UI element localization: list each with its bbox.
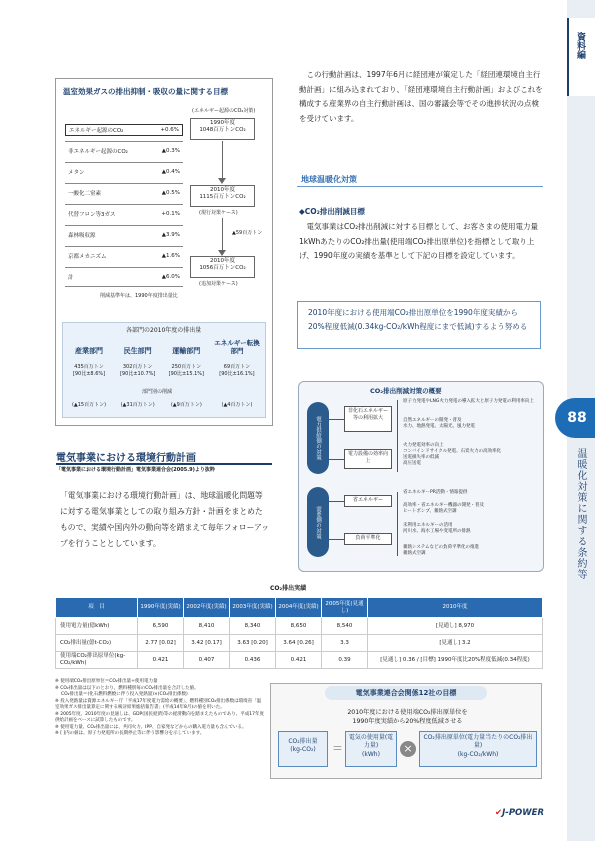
warming-body: 電気事業はCO₂排出削減に対する目標として、お客さまの使用電力量1kWhあたりのCO₂排出量(使用端CO₂排出原単位)を指標として取り上げ、1990年度の実績を基準として下記の目標を設定しています。 bbox=[299, 222, 538, 261]
warming-heading: 地球温暖化対策 bbox=[301, 175, 357, 184]
gas-row: メタン ▲0.4% bbox=[68, 169, 180, 176]
base-note: 削減基準年は、1990年度排出量比 bbox=[100, 293, 178, 299]
measure-leveling: 負荷平準化 bbox=[344, 533, 392, 545]
table-header-row: 項 目 1990年度(実績) 2002年度(実績) 2003年度(実績) 2004年度(実績) 2005年度(見通し) 2010年度 bbox=[56, 598, 543, 618]
formula-power-usage: 電気の使用量(電力量) (kWh) bbox=[345, 731, 397, 767]
flow-box-2010-current: 2010年度 1115百万トンCO₂ bbox=[190, 185, 255, 207]
detail-item: 高効率・省エネルギー機器の開発・普及 ヒートポンプ、蓄熱式空調 bbox=[403, 503, 484, 515]
page-number: 88 bbox=[555, 398, 595, 438]
detail-item: 未利用エネルギーの活用 河川水、海水工場や変電所の排熱 bbox=[403, 523, 471, 535]
flow-note-additional: (追加対策ケース) bbox=[199, 281, 238, 287]
env-plan-body: 「電気事業における環境行動計画」は、地球温暖化問題等に対する電気事業としての取り組み方針・計画をまとめたもので、実績や国内外の動向等を踏まえて毎年フォローアップを行うこととしています。 bbox=[60, 491, 270, 548]
measure-saving: 省エネルギー bbox=[344, 495, 392, 507]
env-plan-title: 電気事業における環境行動計画 bbox=[56, 453, 196, 464]
sector-amounts: 435百万トン [90比±8.6%] 302百万トン [90比±10.7%] 250百万トン [90比±15.1%] 69百万トン [90比±16.1%] bbox=[72, 364, 255, 377]
co2-results-table bbox=[55, 597, 543, 669]
detail-item: 原子力発電やLNG火力発電の導入拡大と原子力発電の利用率向上 bbox=[403, 399, 534, 404]
emissions-box-title: 温室効果ガスの排出抑制・吸収の量に関する目標 bbox=[63, 87, 228, 96]
co2-measures-diagram bbox=[298, 381, 544, 572]
detail-item: 蓄熱システムなどの負荷平準化の推進 蓄熱式空調 bbox=[403, 545, 480, 557]
side-vertical-title: 温暖化対策に関する条約等 bbox=[575, 448, 586, 580]
sector-reduction-title: 部門別の削減 bbox=[142, 389, 173, 395]
sector-title: 各部門の2010年度の排出量 bbox=[126, 327, 202, 334]
gas-row: 計 ▲6.0% bbox=[68, 274, 180, 281]
arrow-down bbox=[218, 178, 226, 184]
gas-row: 京都メカニズム ▲1.6% bbox=[68, 253, 180, 260]
table-row: 使用端CO₂排出原単位(kg-CO₂/kWh) 0.421 0.407 0.436 0.421 0.39 [見通し] 0.36 / [目標] 1990年度比20%程度低減(0.34程度) bbox=[56, 652, 543, 669]
table-caption: CO₂排出実績 bbox=[270, 585, 307, 592]
intro-paragraph: この行動計画は、1997年6月に経団連が策定した「経団連環境自主行動計画」に組み込まれており、「経団連環境自主行動計画」およびこれを構成する産業界の自主行動計画は、国の審議会等でその進捗状況の点検を受けています。 bbox=[299, 70, 543, 123]
jpower-logo: ✔J-POWER bbox=[495, 808, 544, 818]
table-notes: ※ 使用端CO₂排出原単位＝CO₂排出量÷使用電力量 ※ CO₂排出量は以下のとおり、燃料種別毎のCO₂排出量を合計した値。 CO₂排出量＝(化石燃料燃焼に伴う投入発熱量)×(CO₂排出係数) ※ 投入発熱量は資源エネルギー庁「平成17年度電力需給の概要」、燃料種別CO₂排出係数は環境省「温室効果ガス排出量算定に関する検討結果総括報告書」(平成14年8月)の値を用いた。 ※ 2005年度、2010年度の見通しは、GDP(国民経済)等の経済動向を踏まえたものであり、平成17年度供給計画をベースに試算したものです。 ※ 使用電力量、CO₂排出量には、共同火力、IPP、自家発などからの購入電力量も含んでいる。 ※ [ ]内の値は、原子力発電所の長期停止等に伴う影響分を示しています。 bbox=[55, 679, 265, 737]
flow-diff: ▲59百万トン bbox=[232, 230, 263, 236]
gas-row: 森林吸収源 ▲3.9% bbox=[68, 232, 180, 239]
formula-intensity: CO₂排出原単位(電力量当たりのCO₂排出量) (kg-CO₂/kWh) bbox=[419, 731, 537, 767]
sector-names: 産業部門 民生部門 運輸部門 エネルギー転換部門 bbox=[75, 339, 260, 355]
equals-sign: ＝ bbox=[332, 742, 343, 755]
gas-row: 一酸化二窒素 ▲0.5% bbox=[68, 190, 180, 197]
detail-item: 火力発電効率の向上 コンバインドサイクル発電、石炭火力の高効率化 送電損失率の低減 高圧送電 bbox=[403, 443, 502, 467]
warming-subheading: ◆CO₂排出削減目標 bbox=[299, 207, 365, 216]
gas-row: 代替フロン等3ガス +0.1% bbox=[68, 211, 180, 218]
target-quote: 2010年度における使用端CO₂排出原単位を1990年度実績から20%程度低減(0.34kg-CO₂/kWh程度にまで低減)するよう努める bbox=[297, 301, 541, 349]
flow-box-1990: 1990年度 1048百万トンCO₂ bbox=[190, 118, 255, 140]
federation-target-title: 電気事業連合会関係12社の目標 bbox=[325, 686, 487, 700]
table-row: 使用電力量(億kWh) 6,590 8,410 8,340 8,650 8,540 [見通し] 8,970 bbox=[56, 618, 543, 635]
gas-row: エネルギー起源のCO₂ +0.6% bbox=[65, 124, 183, 136]
detail-item: 自然エネルギーの開発・普及 水力、地熱発電、太陽光、風力発電 bbox=[403, 418, 475, 430]
side-section-label: 資料編 bbox=[575, 32, 585, 59]
federation-target-text: 2010年度における使用端CO₂排出原単位を1990年度実績から20%程度低減させる bbox=[347, 709, 468, 726]
table-row: CO₂排出量(億t-CO₂) 2.77 [0.02] 3.42 [0.17] 3.63 [0.20] 3.64 [0.26] 3.3 [見通し] 3.2 bbox=[56, 635, 543, 652]
gas-row: 非エネルギー起源のCO₂ ▲0.3% bbox=[68, 148, 180, 155]
flow-box-2010-additional: 2010年度 1056百万トンCO₂ bbox=[190, 256, 255, 278]
formula-co2-emissions: CO₂排出量 (kg-CO₂) bbox=[278, 731, 328, 767]
detail-item: 省エネルギーPR活動・情報提供 bbox=[403, 490, 468, 495]
oval-demand: 需要側の対策 bbox=[307, 487, 329, 557]
diagram-title: CO₂排出削減対策の概要 bbox=[370, 387, 442, 395]
measure-nonfossil: 非化石エネルギー等の利用拡大 bbox=[344, 406, 392, 432]
measure-efficiency: 電力設備の効率向上 bbox=[344, 449, 392, 469]
target-label: (エネルギー起源のCO₂対策) bbox=[192, 108, 256, 114]
env-plan-subtitle: 「電気事業における環境行動計画」電気事業連合会(2005.9)より抜粋 bbox=[56, 467, 215, 473]
sector-reductions: (▲15百万トン) (▲31百万トン) (▲9百万トン) (▲4百万トン) bbox=[71, 402, 253, 408]
oval-supply: 電力供給側の対策 bbox=[307, 402, 329, 474]
flow-note-current: (現行対策ケース) bbox=[199, 210, 238, 216]
times-icon: × bbox=[400, 741, 416, 757]
